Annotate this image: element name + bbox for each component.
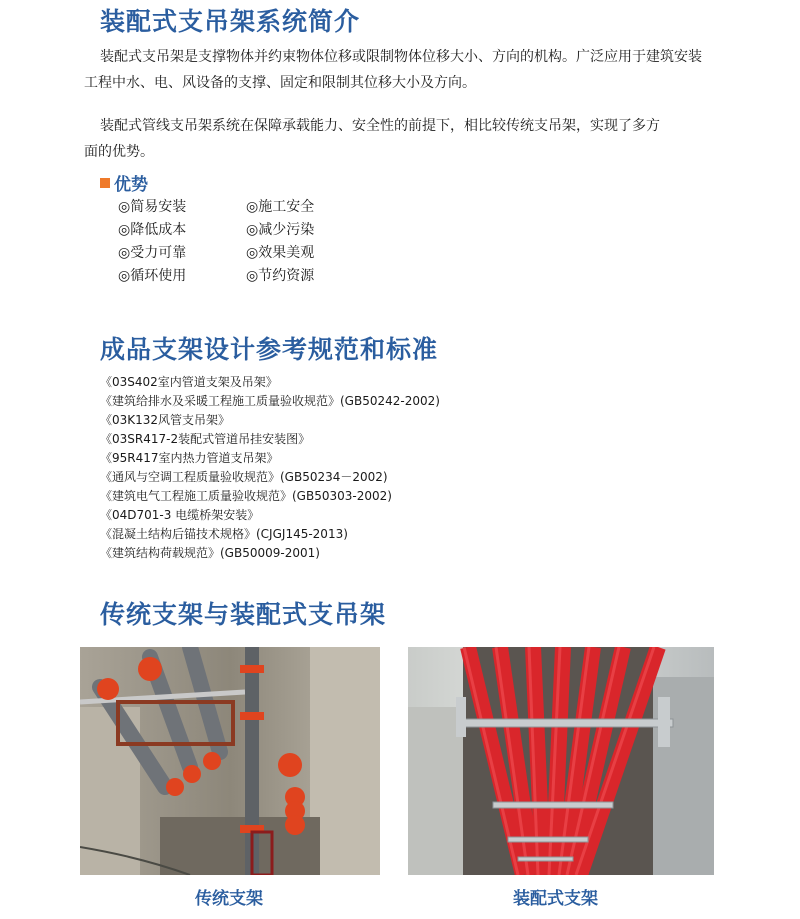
standard-item: 《建筑电气工程施工质量验收规范》(GB50303-2002) (100, 489, 392, 503)
intro-paragraph-1 (84, 44, 740, 96)
standard-item: 《建筑给排水及采暖工程施工质量验收规范》(GB50242-2002) (100, 394, 440, 408)
caption-prefab: 装配式支架 (513, 889, 598, 909)
advantage-item: ◎简易安装 (118, 199, 187, 215)
intro-paragraph-1-line-2: 工程中水、电、风设备的支撑、固定和限制其位移大小及方向。 (84, 75, 476, 91)
advantage-item: ◎效果美观 (246, 245, 315, 261)
intro-paragraph-2-line-1: 装配式管线支吊架系统在保障承载能力、安全性的前提下，相比较传统支吊架，实现了多方 (100, 118, 660, 134)
advantage-item: ◎减少污染 (246, 222, 315, 238)
standard-item: 《03S402室内管道支架及吊架》 (100, 375, 278, 389)
standards-list (100, 373, 440, 563)
advantage-item: ◎循环使用 (118, 268, 187, 284)
advantages-title: 优势 (114, 175, 148, 195)
section-title-comparison: 传统支架与装配式支吊架 (100, 600, 387, 629)
standard-item: 《建筑结构荷载规范》(GB50009-2001) (100, 546, 320, 560)
intro-paragraph-2-line-2: 面的优势。 (84, 144, 154, 160)
standard-item: 《95R417室内热力管道支吊架》 (100, 451, 279, 465)
standard-item: 《03K132风管支吊架》 (100, 413, 231, 427)
standard-item: 《04D701-3 电缆桥架安装》 (100, 508, 260, 522)
advantages-list (118, 196, 374, 288)
standard-item: 《03SR417-2装配式管道吊挂安装图》 (100, 432, 311, 446)
square-bullet-icon (100, 178, 110, 188)
prefab-support-photo (408, 647, 714, 875)
section-title-intro: 装配式支吊架系统简介 (100, 7, 361, 36)
intro-paragraph-1-line-1: 装配式支吊架是支撑物体并约束物体位移或限制物体位移大小、方向的机构。广泛应用于建筑安装 (100, 49, 702, 65)
advantage-item: ◎受力可靠 (118, 245, 187, 261)
advantage-item: ◎降低成本 (118, 222, 187, 238)
advantages-heading (100, 170, 148, 195)
traditional-support-photo (80, 647, 380, 875)
advantage-item: ◎节约资源 (246, 268, 315, 284)
advantage-item: ◎施工安全 (246, 199, 315, 215)
intro-paragraph-2 (84, 113, 740, 165)
section-title-standards: 成品支架设计参考规范和标准 (100, 335, 439, 364)
standard-item: 《混凝土结构后锚技术规格》(CJGJ145-2013) (100, 527, 348, 541)
standard-item: 《通风与空调工程质量验收规范》(GB50234－2002) (100, 470, 388, 484)
caption-traditional: 传统支架 (195, 889, 263, 909)
